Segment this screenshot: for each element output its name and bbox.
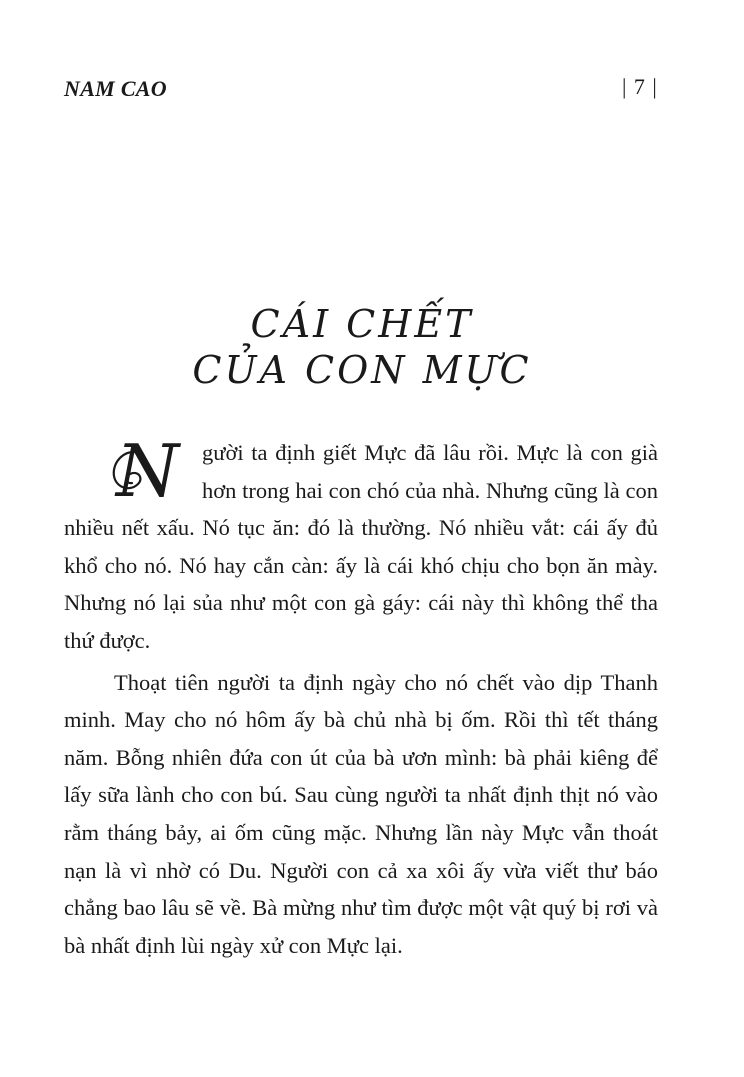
paragraph-2: Thoạt tiên người ta định ngày cho nó chết vào dịp Thanh minh. May cho nó hôm ấy bà chủ nhà bị ốm. Rồi thì tết tháng năm. Bỗng nhiên đứa con út của bà ươn mình: bà phải kiêng để lấy sữa lành cho con bú. Sau cùng người ta nhất định thịt nó vào rằm tháng bảy, ai ốm cũng mặc. Nhưng lần này Mực vẫn thoát nạn là vì nhờ có Du. Người con cả xa xôi ấy vừa viết thư báo chẳng bao lâu sẽ về. Bà mừng như tìm được một vật quý bị rơi và bà nhất định lùi ngày xử con Mực lại. <box>64 669 658 958</box>
page-number: | 7 | <box>622 74 658 99</box>
paragraph-1 <box>64 429 658 660</box>
drop-cap-letter: N <box>116 429 179 513</box>
paragraph-1-text: gười ta định giết Mực đã lâu rồi. Mực là con già hơn trong hai con chó của nhà. Nhưng cũng là con nhiều nết xấu. Nó tục ăn: đó là thường. Nó nhiều vắt: cái ấy đủ khổ cho nó. Nó hay cắn càn: ấy là cái khó chịu cho bọn ăn mày. Nhưng nó lại sủa như một con gà gáy: cái này thì không thể tha thứ được. <box>64 440 658 653</box>
chapter-title-line-2: CỦA CON MỰC <box>192 348 532 392</box>
body-text <box>64 429 658 964</box>
running-header-author: NAM CAO <box>64 76 167 101</box>
chapter-title-line-1: CÁI CHẾT <box>250 302 474 346</box>
